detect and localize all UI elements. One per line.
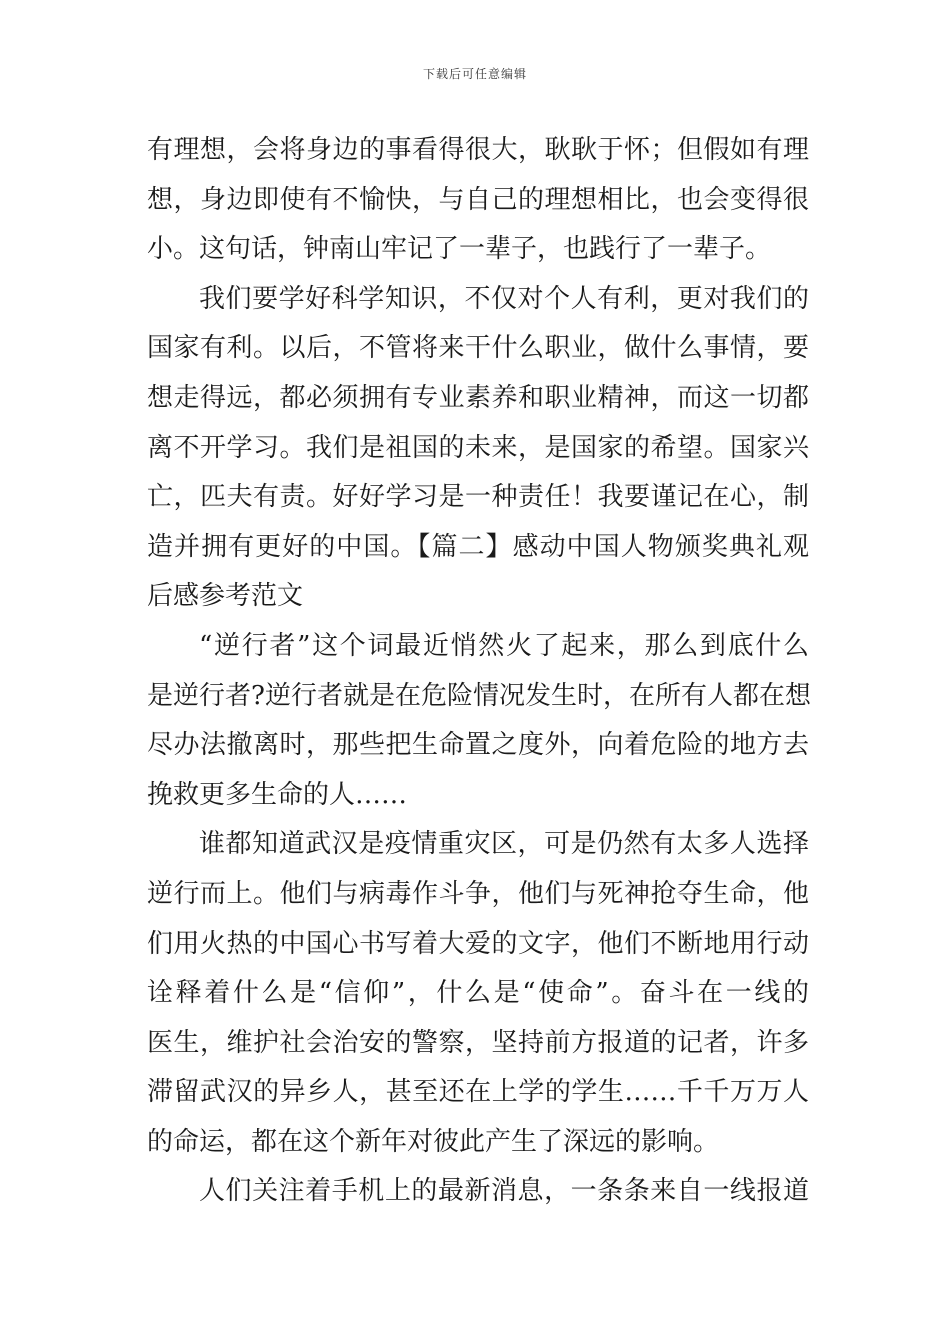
text-line: 我们要学好科学知识，不仅对个人有利，更对我们的 (199, 283, 809, 314)
text-line: 想走得远，都必须拥有专业素养和职业精神，而这一切都 (147, 382, 809, 413)
text-line: 小。这句话，钟南山牢记了一辈子，也践行了一辈子。 (147, 234, 772, 265)
text-line: 们用火热的中国心书写着大爱的文字，他们不断地用行动 (147, 928, 809, 959)
text-line: 有理想，会将身边的事看得很大，耿耿于怀；但假如有理 (147, 135, 809, 165)
text-line: 是逆行者?逆行者就是在危险情况发生时，在所有人都在想 (147, 680, 811, 711)
text-line: 谁都知道武汉是疫情重灾区，可是仍然有太多人选择 (199, 829, 809, 860)
text-line: 医生，维护社会治安的警察，坚持前方报道的记者，许多 (147, 1027, 809, 1058)
text-line: 造并拥有更好的中国。【篇二】感动中国人物颁奖典礼观 (147, 531, 809, 562)
text-line: 亡，匹夫有责。好好学习是一种责任！我要谨记在心，制 (147, 482, 809, 513)
text-line: 国家有利。以后，不管将来干什么职业，做什么事情，要 (147, 333, 809, 364)
page-header-note: 下载后可任意编辑 (422, 67, 527, 81)
text-line: 人们关注着手机上的最新消息，一条条来自一线报道 (199, 1176, 809, 1207)
text-line: 的命运，都在这个新年对彼此产生了深远的影响。 (147, 1126, 720, 1157)
text-line: 尽办法撤离时，那些把生命置之度外，向着危险的地方去 (147, 730, 809, 761)
document-body (147, 126, 809, 1217)
text-line: 后感参考范文 (147, 581, 304, 612)
text-line: 离不开学习。我们是祖国的未来，是国家的希望。国家兴 (147, 432, 809, 463)
text-line: 滞留武汉的异乡人，甚至还在上学的学生……千千万万人 (147, 1077, 809, 1108)
text-line: 诠释着什么是“信仰”，什么是“使命”。奋斗在一线的 (147, 978, 809, 1009)
text-line: 想，身边即使有不愉快，与自己的理想相比，也会变得很 (147, 184, 809, 215)
text-line: 挽救更多生命的人…… (147, 779, 408, 810)
text-line: 逆行而上。他们与病毒作斗争，他们与死神抢夺生命，他 (147, 878, 809, 909)
text-line: “逆行者”这个词最近悄然火了起来，那么到底什么 (199, 630, 809, 661)
